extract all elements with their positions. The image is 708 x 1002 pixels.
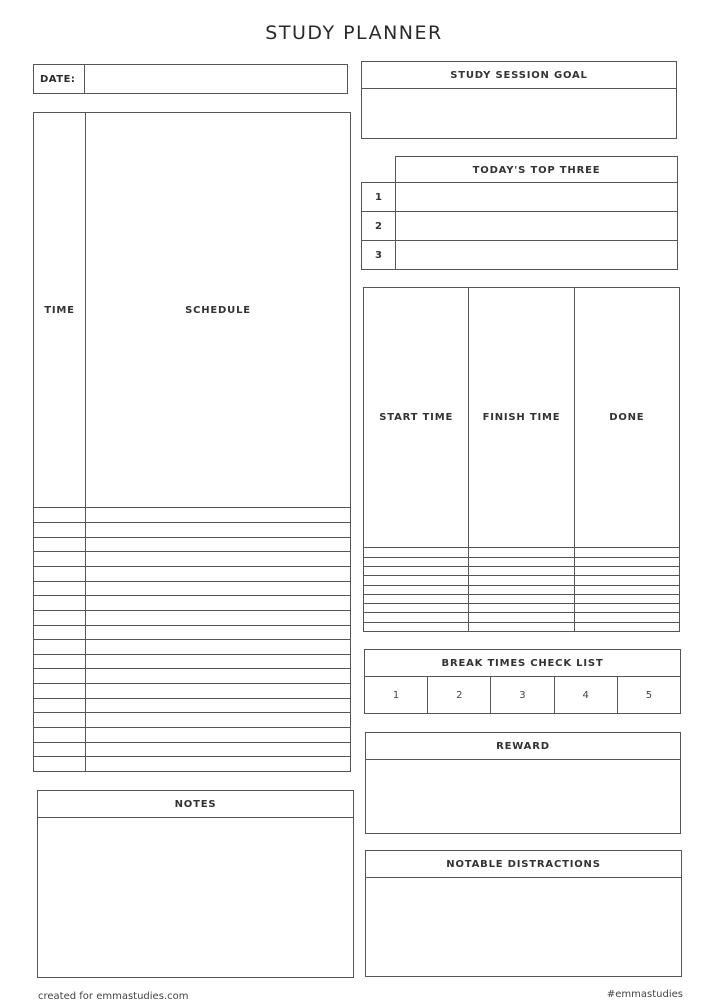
schedule-row	[34, 508, 351, 523]
break-checkbox-3[interactable]: 3	[491, 677, 554, 714]
done-cell[interactable]	[574, 622, 679, 631]
session-row	[364, 548, 680, 557]
time-cell[interactable]	[34, 581, 86, 596]
top-three-number: 3	[362, 241, 396, 270]
time-cell[interactable]	[34, 537, 86, 552]
schedule-row	[34, 523, 351, 538]
start-time-cell[interactable]	[364, 566, 469, 575]
finish-time-cell[interactable]	[469, 576, 574, 585]
study-goal-label: STUDY SESSION GOAL	[362, 62, 677, 89]
done-cell[interactable]	[574, 594, 679, 603]
time-cell[interactable]	[34, 742, 86, 757]
schedule-cell[interactable]	[86, 523, 351, 538]
session-row	[364, 566, 680, 575]
session-row	[364, 613, 680, 622]
done-cell[interactable]	[574, 576, 679, 585]
top-three-label: TODAY'S TOP THREE	[472, 164, 601, 176]
start-time-cell[interactable]	[364, 557, 469, 566]
session-row	[364, 585, 680, 594]
notes-box	[37, 790, 354, 978]
finish-time-cell[interactable]	[469, 548, 574, 557]
study-goal-field[interactable]	[362, 89, 677, 139]
schedule-cell[interactable]	[86, 552, 351, 567]
distractions-field[interactable]	[366, 878, 682, 977]
date-row	[33, 64, 348, 94]
break-times-box	[364, 649, 681, 714]
done-cell[interactable]	[574, 613, 679, 622]
session-row	[364, 622, 680, 631]
schedule-row	[34, 625, 351, 640]
schedule-cell[interactable]	[86, 640, 351, 655]
done-cell[interactable]	[574, 585, 679, 594]
schedule-cell[interactable]	[86, 508, 351, 523]
start-time-cell[interactable]	[364, 548, 469, 557]
session-row	[364, 594, 680, 603]
schedule-row	[34, 537, 351, 552]
time-cell[interactable]	[34, 596, 86, 611]
time-cell[interactable]	[34, 669, 86, 684]
break-times-label: BREAK TIMES CHECK LIST	[365, 650, 681, 677]
time-cell[interactable]	[34, 713, 86, 728]
start-time-header: START TIME	[364, 288, 469, 548]
schedule-row	[34, 610, 351, 625]
distractions-box	[365, 850, 682, 977]
top-three-row	[362, 183, 678, 212]
top-three-number: 2	[362, 212, 396, 241]
schedule-cell[interactable]	[86, 728, 351, 743]
distractions-label: NOTABLE DISTRACTIONS	[366, 851, 682, 878]
time-cell[interactable]	[34, 610, 86, 625]
date-field[interactable]	[85, 65, 348, 94]
schedule-row	[34, 684, 351, 699]
reward-field[interactable]	[366, 760, 681, 834]
time-cell[interactable]	[34, 684, 86, 699]
reward-box	[365, 732, 681, 834]
time-cell[interactable]	[34, 566, 86, 581]
schedule-header: SCHEDULE	[86, 113, 351, 508]
time-cell[interactable]	[34, 728, 86, 743]
sessions-table	[363, 287, 680, 632]
time-cell[interactable]	[34, 757, 86, 772]
top-three-number: 1	[362, 183, 396, 212]
schedule-row	[34, 640, 351, 655]
schedule-cell[interactable]	[86, 713, 351, 728]
break-checkbox-5[interactable]: 5	[617, 677, 680, 714]
top-three-field[interactable]	[396, 183, 678, 212]
finish-time-cell[interactable]	[469, 613, 574, 622]
time-cell[interactable]	[34, 508, 86, 523]
schedule-row	[34, 669, 351, 684]
start-time-cell[interactable]	[364, 594, 469, 603]
schedule-cell[interactable]	[86, 566, 351, 581]
schedule-cell[interactable]	[86, 698, 351, 713]
schedule-row	[34, 581, 351, 596]
time-cell[interactable]	[34, 625, 86, 640]
schedule-cell[interactable]	[86, 596, 351, 611]
schedule-row	[34, 552, 351, 567]
footer-hashtag: #emmastudies	[606, 989, 683, 1000]
schedule-row	[34, 596, 351, 611]
start-time-cell[interactable]	[364, 604, 469, 613]
schedule-cell[interactable]	[86, 684, 351, 699]
finish-time-cell[interactable]	[469, 594, 574, 603]
break-checkbox-2[interactable]: 2	[428, 677, 491, 714]
schedule-row	[34, 698, 351, 713]
done-cell[interactable]	[574, 604, 679, 613]
notes-label: NOTES	[38, 791, 354, 818]
top-three-table	[361, 182, 678, 270]
start-time-cell[interactable]	[364, 622, 469, 631]
top-three-header	[395, 156, 678, 183]
finish-time-cell[interactable]	[469, 566, 574, 575]
study-goal-box	[361, 61, 677, 139]
schedule-row	[34, 742, 351, 757]
schedule-cell[interactable]	[86, 625, 351, 640]
start-time-cell[interactable]	[364, 576, 469, 585]
schedule-row	[34, 654, 351, 669]
top-three-row	[362, 212, 678, 241]
break-checkbox-1[interactable]: 1	[365, 677, 428, 714]
done-cell[interactable]	[574, 548, 679, 557]
schedule-row	[34, 566, 351, 581]
done-header: DONE	[574, 288, 679, 548]
finish-time-cell[interactable]	[469, 604, 574, 613]
session-row	[364, 557, 680, 566]
session-row	[364, 576, 680, 585]
done-cell[interactable]	[574, 557, 679, 566]
time-header: TIME	[34, 113, 86, 508]
top-three-field[interactable]	[396, 241, 678, 270]
date-label: DATE:	[34, 65, 85, 94]
schedule-cell[interactable]	[86, 757, 351, 772]
time-cell[interactable]	[34, 654, 86, 669]
schedule-cell[interactable]	[86, 669, 351, 684]
schedule-row	[34, 713, 351, 728]
schedule-cell[interactable]	[86, 581, 351, 596]
finish-time-cell[interactable]	[469, 557, 574, 566]
session-row	[364, 604, 680, 613]
page-title: STUDY PLANNER	[265, 22, 443, 44]
top-three-row	[362, 241, 678, 270]
schedule-cell[interactable]	[86, 654, 351, 669]
finish-time-header: FINISH TIME	[469, 288, 574, 548]
time-cell[interactable]	[34, 552, 86, 567]
schedule-table	[33, 112, 351, 772]
break-checkbox-4[interactable]: 4	[554, 677, 617, 714]
schedule-cell[interactable]	[86, 537, 351, 552]
time-cell[interactable]	[34, 523, 86, 538]
finish-time-cell[interactable]	[469, 622, 574, 631]
schedule-cell[interactable]	[86, 610, 351, 625]
schedule-cell[interactable]	[86, 742, 351, 757]
start-time-cell[interactable]	[364, 613, 469, 622]
schedule-row	[34, 728, 351, 743]
done-cell[interactable]	[574, 566, 679, 575]
top-three-field[interactable]	[396, 212, 678, 241]
time-cell[interactable]	[34, 640, 86, 655]
finish-time-cell[interactable]	[469, 585, 574, 594]
start-time-cell[interactable]	[364, 585, 469, 594]
notes-field[interactable]	[38, 818, 354, 978]
time-cell[interactable]	[34, 698, 86, 713]
reward-label: REWARD	[366, 733, 681, 760]
footer-credit: created for emmastudies.com	[38, 991, 189, 1002]
schedule-row	[34, 757, 351, 772]
